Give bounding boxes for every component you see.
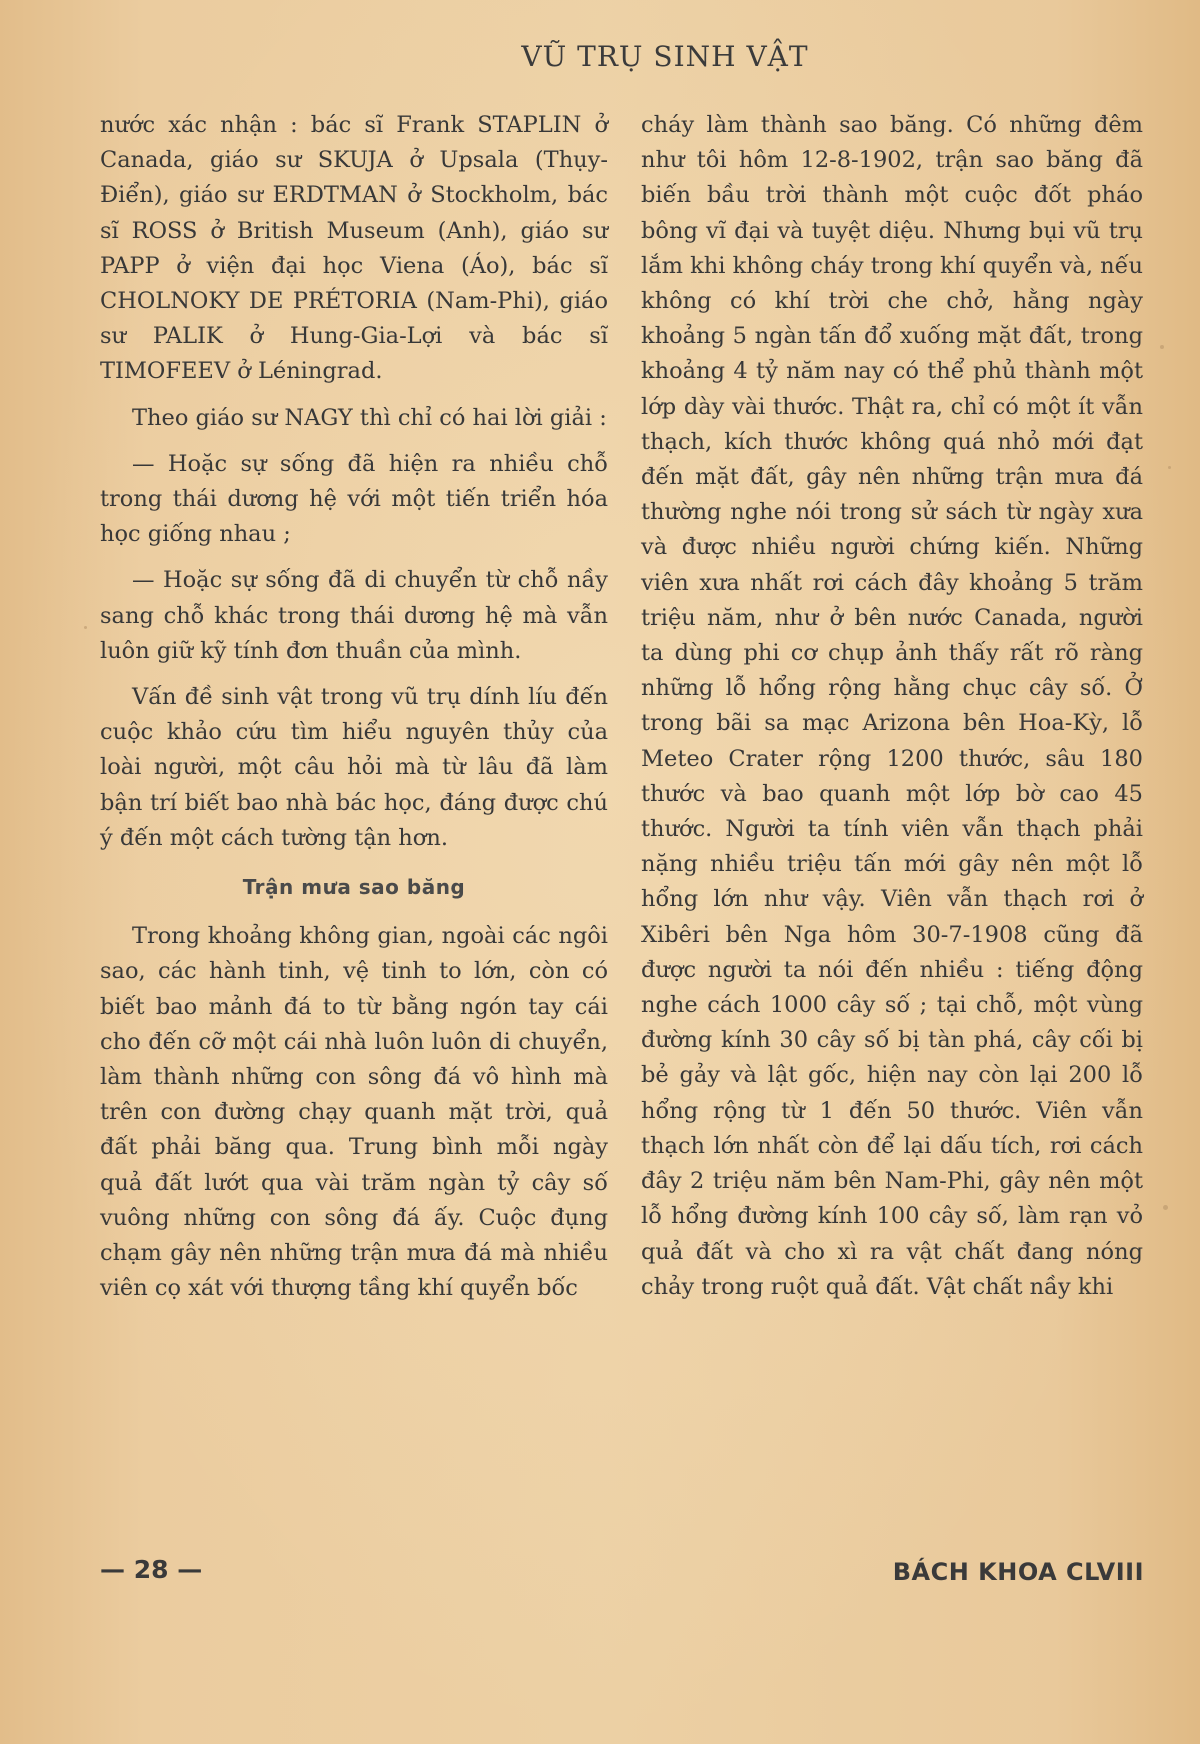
left-paragraph-6: Trong khoảng không gian, ngoài các ngôi sao, các hành tinh, vệ tinh to lớn, còn có biết bao mảnh đá to từ bằng ngón tay cái cho đến cỡ một cái nhà luôn luôn di chuyển, làm thành những con sông đá vô hình mà trên con đường chạy quanh mặt trời, quả đất phải băng qua. Trung bình mỗi ngày quả đất lướt qua vài trăm ngàn tỷ cây số vuông những con sông đá ấy. Cuộc đụng chạm gây nên những trận mưa đá mà nhiều viên cọ xát với thượng tầng khí quyển bốc <box>100 923 608 1302</box>
paper-speck <box>1160 345 1164 349</box>
left-paragraph-4: — Hoặc sự sống đã di chuyển từ chỗ nầy sang chỗ khác trong thái dương hệ mà vẫn luôn giữ kỹ tính đơn thuần của mình. <box>100 567 608 664</box>
section-heading: Trận mưa sao băng <box>242 875 466 900</box>
right-paragraph-1: cháy làm thành sao băng. Có những đêm như tôi hôm 12-8-1902, trận sao băng đã biến bầu trời thành một cuộc đốt pháo bông vĩ đại và tuyệt diệu. Nhưng bụi vũ trụ lắm khi không cháy trong khí quyển và, nếu không có khí trời che chở, hằng ngày khoảng 5 ngàn tấn đổ xuống mặt đất, trong khoảng 4 tỷ năm nay có thể phủ thành một lớp dày vài thước. Thật ra, chỉ có một ít vẫn thạch, kích thước không quá nhỏ mới đạt đến mặt đất, gây nên những trận mưa đá thường nghe nói trong sử sách từ ngày xưa và được nhiều người chứng kiến. Những viên xưa nhất rơi cách đây khoảng 5 trăm triệu năm, như ở bên nước Canada, người ta dùng phi cơ chụp ảnh thấy rất rõ ràng những lỗ hổng rộng hằng chục cây số. Ở trong bãi sa mạc Arizona bên Hoa-Kỳ, lỗ Meteo Crater rộng 1200 thước, sâu 180 thước và bao quanh một lớp bờ cao 45 thước. Người ta tính viên vẫn thạch phải nặng nhiều triệu tấn mới gây nên một lỗ hổng lớn như vậy. Viên vẫn thạch rơi ở Xibêri bên Nga hôm 30-7-1908 cũng đã được người ta nói đến nhiều : tiếng động nghe cách 1000 cây số ; tại chỗ, một vùng đường kính 30 cây số bị tàn phá, cây cối bị bẻ gảy và lật gốc, hiện nay còn lại 200 lỗ hổng rộng từ 1 đến 50 thước. Viên vẫn thạch lớn nhất còn để lại dấu tích, rơi cách đây 2 triệu năm bên Nam-Phi, gây nên một lỗ hổng đường kính 100 cây số, làm rạn vỏ quả đất và cho xì ra vật chất đang nóng chảy trong ruột quả đất. Vật chất nầy khi <box>641 112 1143 1300</box>
left-paragraph-1: nước xác nhận : bác sĩ Frank STAPLIN ở Canada, giáo sư SKUJA ở Upsala (Thụy-Điển), giáo sư ERDTMAN ở Stockholm, bác sĩ ROSS ở British Museum (Anh), giáo sư PAPP ở viện đại học Viena (Áo), bác sĩ CHOLNOKY DE PRÉTORIA (Nam-Phi), giáo sư PALIK ở Hung-Gia-Lợi và bác sĩ TIMOFEEV ở Léningrad. <box>100 112 608 385</box>
left-paragraph-3: — Hoặc sự sống đã hiện ra nhiều chỗ trong thái dương hệ với một tiến triển hóa học giống nhau ; <box>100 450 608 548</box>
publication-name: BÁCH KHOA CLVIII <box>892 1558 1144 1586</box>
left-paragraph-5: Vấn đề sinh vật trong vũ trụ dính líu đến cuộc khảo cứu tìm hiểu nguyên thủy của loài người, một câu hỏi mà từ lâu đã làm bận trí biết bao nhà bác học, đáng được chú ý đến một cách tường tận hơn. <box>100 684 608 851</box>
left-column <box>100 108 608 1307</box>
running-title: VŨ TRỤ SINH VẬT <box>521 40 809 73</box>
paper-speck <box>84 626 87 629</box>
page-number: — 28 — <box>100 1555 203 1584</box>
right-column <box>641 108 1143 1305</box>
left-paragraph-2: Theo giáo sư NAGY thì chỉ có hai lời giải : <box>132 404 607 431</box>
paper-speck <box>1168 466 1171 469</box>
paper-speck <box>1163 1205 1168 1210</box>
